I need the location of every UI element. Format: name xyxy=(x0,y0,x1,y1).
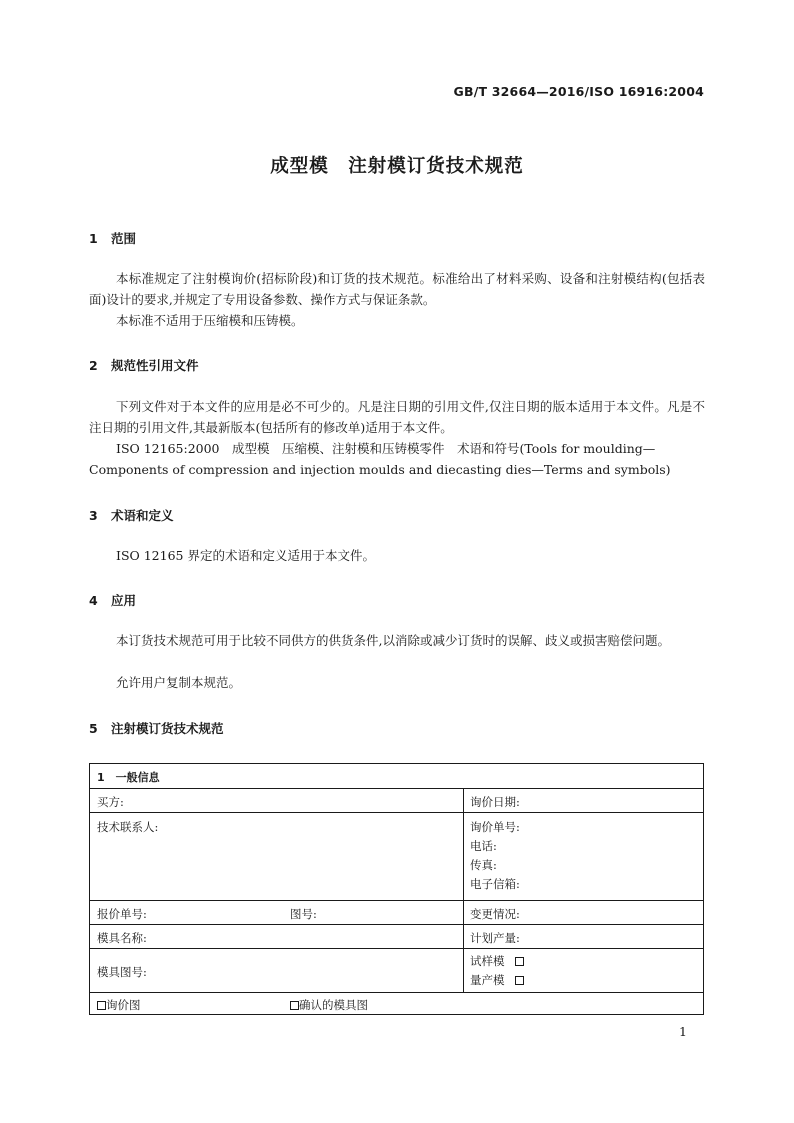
planned-output-field[interactable]: 计划产量: xyxy=(470,931,520,945)
form-row-mould-drawing xyxy=(90,948,703,993)
confirmed-drawing-option[interactable] xyxy=(290,997,368,1013)
inquiry-drawing-checkbox[interactable] xyxy=(97,1001,106,1010)
confirmed-drawing-label: 确认的模具图 xyxy=(299,998,368,1012)
section-number: 3 xyxy=(89,508,98,523)
section-number: 2 xyxy=(89,358,98,373)
mould-drawing-no-field[interactable]: 模具图号: xyxy=(97,965,147,979)
section-1-heading xyxy=(89,229,136,247)
buyer-field[interactable]: 买方: xyxy=(97,795,124,809)
form-row-quote xyxy=(90,900,703,925)
divider xyxy=(463,901,464,925)
section-number: 1 xyxy=(89,231,98,246)
section-3-heading xyxy=(89,506,174,524)
reference-entry-line-1: ISO 12165:2000 成型模 压缩模、注射模和压铸模零件 术语和符号(Tools for moulding— xyxy=(116,441,656,456)
divider xyxy=(463,949,464,993)
section-title: 范围 xyxy=(111,231,137,246)
divider xyxy=(463,925,464,949)
production-mould-checkbox[interactable] xyxy=(515,976,524,985)
trial-mould-checkbox[interactable] xyxy=(515,957,524,966)
section-title: 应用 xyxy=(111,593,137,608)
section-title: 注射模订货技术规范 xyxy=(111,721,224,736)
order-spec-form xyxy=(89,763,704,1015)
email-field[interactable]: 电子信箱: xyxy=(470,877,520,891)
paragraph: 本标准规定了注射模询价(招标阶段)和订货的技术规范。标准给出了材料采购、设备和注射模结构(包括表面)设计的要求,并规定了专用设备参数、操作方式与保证条款。 xyxy=(89,271,705,307)
standard-code: GB/T 32664—2016/ISO 16916:2004 xyxy=(453,84,704,99)
fax-field[interactable]: 传真: xyxy=(470,858,497,872)
divider xyxy=(463,789,464,813)
mould-name-field[interactable]: 模具名称: xyxy=(97,931,147,945)
reference-entry-line-2: Components of compression and injection moulds and diecasting dies—Terms and symbols) xyxy=(89,462,671,477)
inquiry-date-field[interactable]: 询价日期: xyxy=(470,795,520,809)
paragraph: ISO 12165 界定的术语和定义适用于本文件。 xyxy=(116,548,375,563)
phone-field[interactable]: 电话: xyxy=(470,839,497,853)
section-title: 规范性引用文件 xyxy=(111,358,199,373)
inquiry-drawing-label: 询价图 xyxy=(106,998,141,1012)
inquiry-no-field[interactable]: 询价单号: xyxy=(470,820,520,834)
paragraph: 允许用户复制本规范。 xyxy=(116,675,242,690)
tech-contact-field[interactable]: 技术联系人: xyxy=(97,820,159,834)
production-mould-label: 量产模 xyxy=(470,973,505,987)
form-section-title: 1 一般信息 xyxy=(97,771,160,784)
trial-mould-option[interactable] xyxy=(470,953,524,969)
page-title: 成型模 注射模订货技术规范 xyxy=(270,156,524,177)
change-status-field[interactable]: 变更情况: xyxy=(470,907,520,921)
confirmed-drawing-checkbox[interactable] xyxy=(290,1001,299,1010)
section-2-heading xyxy=(89,356,199,374)
quote-no-field[interactable]: 报价单号: xyxy=(97,907,147,921)
paragraph: 本订货技术规范可用于比较不同供方的供货条件,以消除或减少订货时的误解、歧义或损害赔偿问题。 xyxy=(116,633,670,648)
paragraph: 下列文件对于本文件的应用是必不可少的。凡是注日期的引用文件,仅注日期的版本适用于本文件。凡是不注日期的引用文件,其最新版本(包括所有的修改单)适用于本文件。 xyxy=(89,399,705,435)
form-row-general-info xyxy=(90,764,703,788)
section-5-heading xyxy=(89,719,224,737)
page-number: 1 xyxy=(679,1024,687,1039)
section-number: 4 xyxy=(89,593,98,608)
inquiry-drawing-option[interactable] xyxy=(97,997,141,1013)
section-4-heading xyxy=(89,591,136,609)
form-row-mould-name xyxy=(90,924,703,949)
form-row-buyer xyxy=(90,788,703,813)
paragraph: 本标准不适用于压缩模和压铸模。 xyxy=(116,313,304,328)
form-row-contact xyxy=(90,812,703,901)
drawing-no-field[interactable]: 图号: xyxy=(290,907,317,921)
trial-mould-label: 试样模 xyxy=(470,954,505,968)
form-row-drawings xyxy=(90,992,703,1017)
production-mould-option[interactable] xyxy=(470,972,524,988)
section-title: 术语和定义 xyxy=(111,508,174,523)
divider xyxy=(463,813,464,901)
section-number: 5 xyxy=(89,721,98,736)
